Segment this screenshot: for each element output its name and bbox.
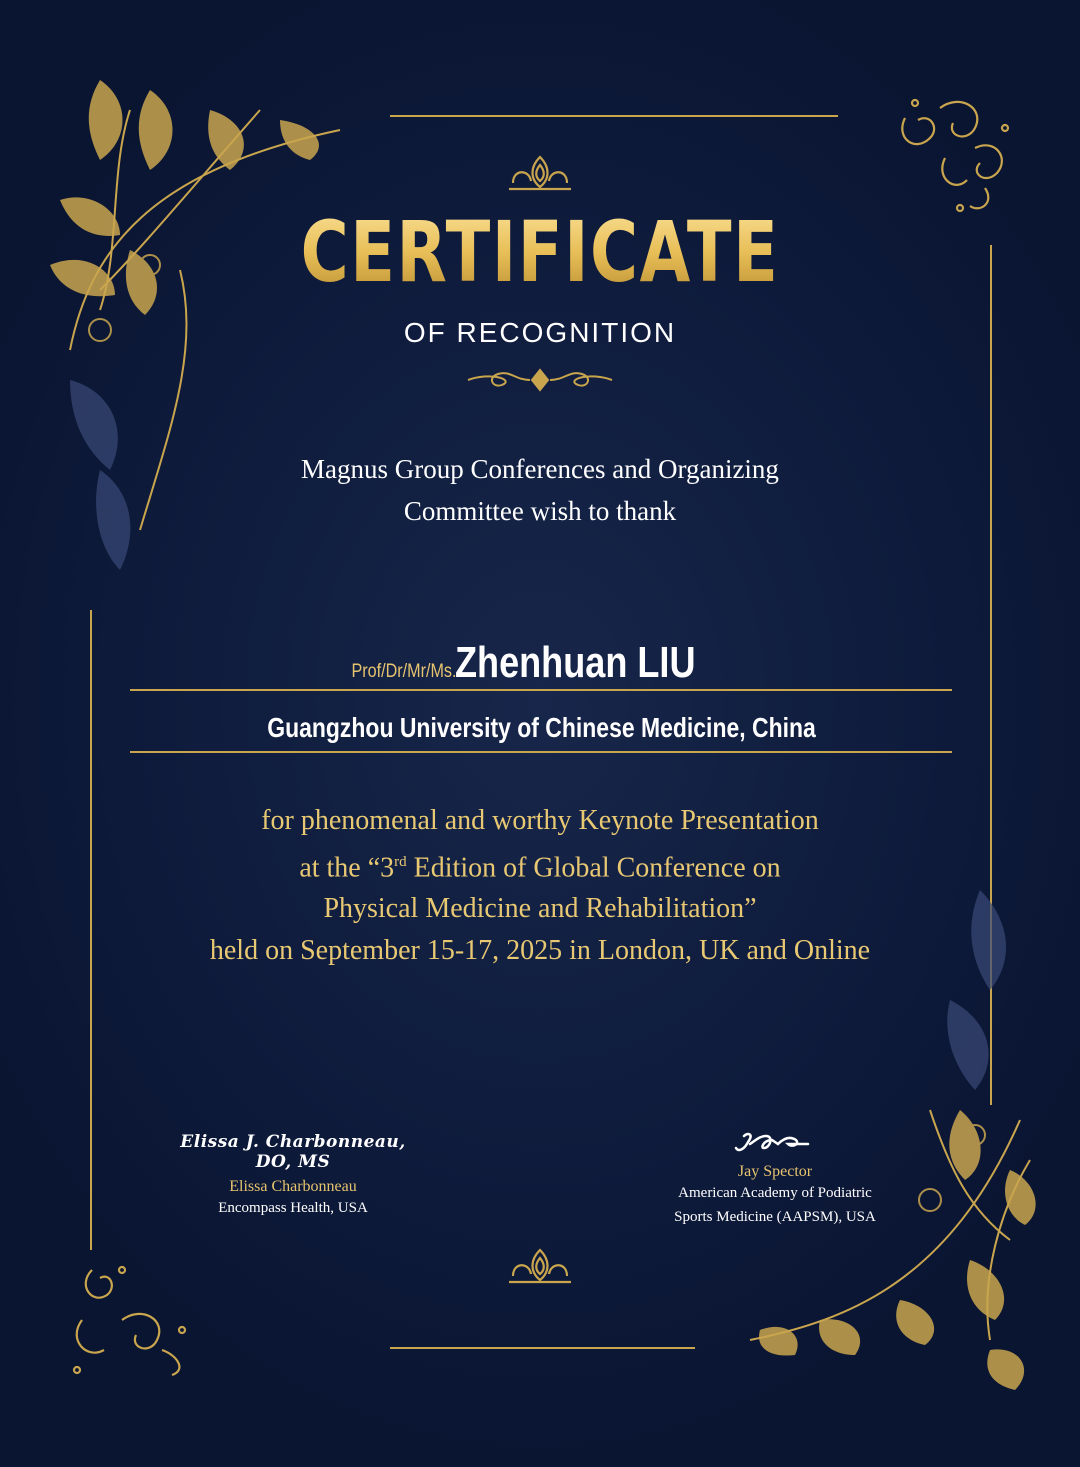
- signatory-right-name: Jay Spector: [737, 1163, 813, 1180]
- signatory-left-name: Elissa Charbonneau: [229, 1178, 357, 1195]
- swirl-corner-top-right-icon: [885, 88, 1025, 218]
- name-prefix: Prof/Dr/Mr/Ms.: [351, 661, 457, 682]
- ordinal-suffix: rd: [394, 853, 407, 870]
- signature-left: Elissa J. Charbonneau, DO, MS: [180, 1132, 406, 1172]
- bottom-border-line: [390, 1347, 695, 1349]
- recipient-name: Zhenhuan LIU: [455, 638, 696, 687]
- citation-line-3: Physical Medicine and Rehabilitation”: [323, 893, 757, 925]
- certificate-subtitle: OF RECOGNITION: [403, 317, 677, 348]
- citation-line-1: for phenomenal and worthy Keynote Presentation: [261, 805, 819, 836]
- signatory-right-org-line-2: Sports Medicine (AAPSM), USA: [674, 1209, 876, 1225]
- recipient-affiliation: [130, 712, 952, 744]
- left-border-line: [90, 610, 92, 1250]
- signature-right-icon: [730, 1130, 820, 1158]
- certificate-title: CERTIFICATE: [119, 202, 961, 302]
- citation-text: [100, 800, 980, 971]
- swirl-corner-bottom-left-icon: [62, 1250, 197, 1380]
- citation-line-2: [100, 842, 980, 889]
- signatory-left-org: Encompass Health, USA: [218, 1200, 368, 1216]
- intro-line-1: Magnus Group Conferences and Organizing: [301, 454, 779, 484]
- intro-line-2: Committee wish to thank: [403, 496, 677, 526]
- signature-block-left: [160, 1132, 426, 1220]
- divider-flourish-icon: [460, 366, 620, 396]
- name-underline: [130, 689, 952, 691]
- recipient-row: [130, 638, 952, 688]
- citation-line-2-end: Edition of Global Conference on: [406, 851, 781, 883]
- affiliation-underline: [130, 751, 952, 753]
- citation-line-2-start: at the “3: [299, 851, 395, 883]
- signature-block-right: [640, 1130, 910, 1229]
- top-border-line: [390, 115, 838, 117]
- affiliation-text: Guangzhou University of Chinese Medicine, China: [266, 712, 816, 743]
- citation-line-4: held on September 15-17, 2025 in London, UK and Online: [209, 934, 871, 966]
- bottom-ornament-icon: [505, 1246, 575, 1288]
- top-ornament-icon: [505, 153, 575, 195]
- intro-text: [140, 448, 940, 532]
- signatory-right-org-line-1: American Academy of Podiatric: [678, 1185, 872, 1201]
